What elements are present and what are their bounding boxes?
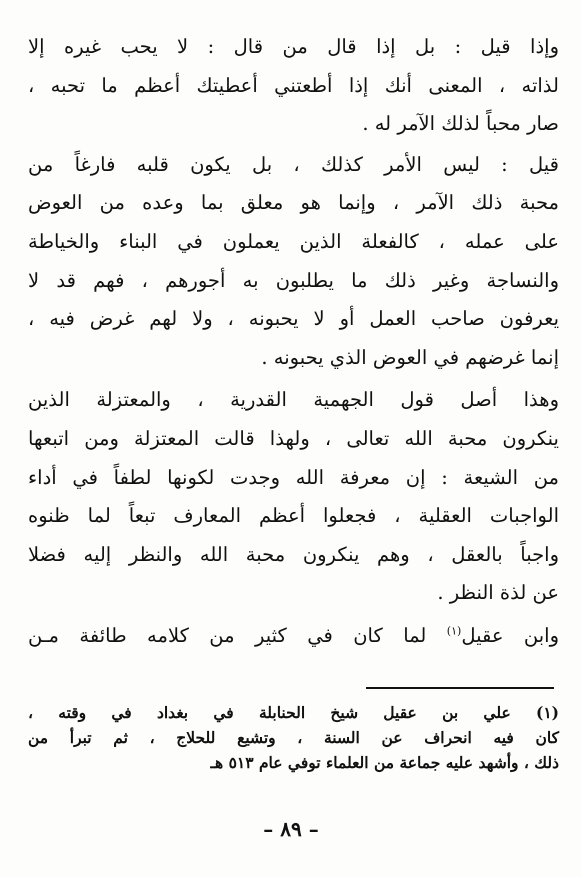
footnote-line: (١) علي بن عقيل شيخ الحنابلة في بغداد في وقته ، [28, 703, 559, 722]
text-line: والنساجة وغير ذلك ما يطلبون به أجورهم ، فهم قد لا [28, 268, 559, 292]
text-line: عن لذة النظر . [437, 581, 559, 605]
text-line: ينكرون محبة الله تعالى ، ولهذا قالت المعتزلة ومن اتبعها [28, 426, 559, 450]
text-fragment: لما كان في كثير من كلامه طائفة مـن [28, 623, 447, 647]
paragraph-2 [28, 146, 559, 378]
footnote-marker: (١) [446, 624, 462, 638]
text-fragment: وابن عقيل [461, 623, 559, 647]
paragraph-1 [28, 28, 559, 144]
text-line: واجباً بالعقل ، وهم ينكرون محبة الله والنظر إليه فضلا [28, 542, 559, 566]
text-line: قيل : ليس الأمر كذلك ، بل يكون قلبه فارغاً من [28, 152, 559, 176]
text-line: إنما غرضهم في العوض الذي يحبونه . [261, 345, 559, 369]
footnote [28, 700, 559, 775]
text-line: من الشيعة : إن معرفة الله وجدت لكونها لطفاً في أداء [28, 465, 559, 489]
footnote-line: ذلك ، وأشهد عليه جماعة من العلماء توفي عام ٥١٣ هـ [210, 753, 559, 772]
page-number: – ٨٩ – [263, 817, 319, 841]
text-line: وهذا أصل قول الجهمية القدرية ، والمعتزلة الذين [28, 388, 559, 412]
text-line: صار محباً لذلك الآمر له . [362, 112, 559, 136]
footnote-divider [366, 687, 554, 689]
text-line: على عمله ، كالفعلة الذين يعملون في البناء والخياطة [28, 229, 559, 253]
text-line [28, 617, 559, 656]
main-text [28, 28, 559, 656]
text-line: الواجبات العقلية ، فجعلوا أعظم المعارف تبعاً لما ظنوه [28, 504, 559, 528]
paragraph-3 [28, 381, 559, 613]
text-line: لذاته ، المعنى أنك إذا أطعتني أعطيتك أعظم ما تحبه ، [28, 73, 559, 97]
text-line: يعرفون صاحب العمل أو لا يحبونه ، ولا لهم غرض فيه ، [28, 307, 559, 331]
paragraph-4 [28, 617, 559, 656]
text-line: محبة ذلك الآمر ، وإنما هو معلق بما وعده من العوض [28, 191, 559, 215]
footnote-line: كان فيه انحراف عن السنة ، وتشيع للحلاج ، ثم تبرأ من [28, 728, 559, 747]
text-line: وإذا قيل : بل إذا قال من قال : لا يحب غيره إلا [28, 35, 559, 58]
